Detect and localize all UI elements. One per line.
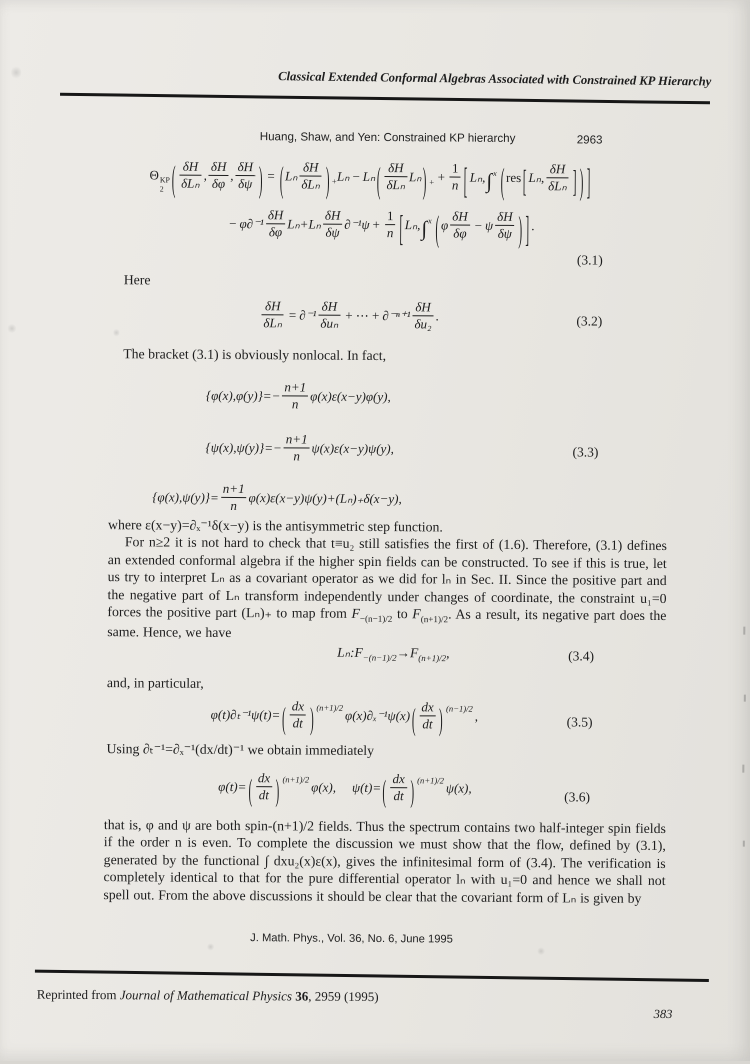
fraction-dH-dphi: $\frac{\delta H}{\delta\varphi}$ [209,160,229,191]
scan-smudge [113,328,119,337]
comma: , [204,168,207,183]
equation-3-3-line1 [206,380,391,412]
integral-limit-x: x [493,168,497,177]
article-header: Huang, Shaw, and Yen: Constrained KP hierarchy [260,130,516,145]
eq-label-3-2: (3.2) [576,313,602,329]
fraction-dx-dt: $\frac{dx}{dt}$ [290,699,306,730]
phi-eps-psi-delta: φ(x)ε(x−y)ψ(y)+(Lₙ)₊δ(x−y), [249,490,402,506]
fraction-dx-dt: $\frac{dx}{dt}$ [419,700,435,731]
equation-3-4 [337,646,449,663]
text-bracket-nonlocal: The bracket (3.1) is obviously nonlocal. In fact, [123,345,386,364]
exponent-nm1-2: (n−1)/2 [446,703,473,713]
big-rparen: ) [580,163,584,199]
comma: , [482,170,485,185]
L-n: Lₙ [529,170,542,185]
comma: , [230,168,233,183]
integral-limit-x: x [428,216,432,225]
scan-smudge [7,323,16,333]
integral-sign: ∫ [486,170,492,193]
phi-dinvx-psi: φ(x)∂ₓ⁻¹ψ(x) [345,708,410,723]
plus-subscript: + [429,177,435,187]
integral-sign: ∫ [421,217,427,240]
equation-3-3-line2 [205,432,394,464]
exponent-np1-2: (n+1)/2 [417,775,444,785]
plus-subscript: + [331,176,337,186]
theta-sup: KP [160,177,170,186]
eq-label-3-5: (3.5) [567,714,593,730]
Ln-maps-F: Lₙ:F [337,645,363,660]
big-lparen: ( [435,210,439,246]
L-n: Lₙ [470,170,483,185]
minus-sign: − [352,169,359,184]
F-space: F [412,606,421,621]
big-rparen: ) [423,161,427,197]
phi-eps-phi: φ(x)ε(x−y)φ(y), [310,389,391,405]
big-lparen: ( [172,160,176,196]
scan-smudge [537,947,545,955]
big-rparen: ) [439,703,443,734]
reprint-journal-name: Journal of Mathematical Physics [120,987,296,1003]
equation-3-1-line2 [226,208,535,241]
d-inverse-n-plus-1: ∂⁻ⁿ⁺¹ [382,308,410,323]
big-rbracket: ] [526,210,530,246]
L-n: Lₙ [363,169,376,184]
text-here: Here [124,271,151,289]
reprint-line: Reprinted from Journal of Mathematical Physics 36, 2959 (1995) [37,987,379,1005]
fraction-dx-dt: $\frac{dx}{dt}$ [390,772,406,803]
eq-label-3-6: (3.6) [564,789,590,805]
plus-sign: + [373,217,380,232]
header-rule [60,93,710,104]
scan-edge-mark [742,765,744,773]
footer-rule [35,970,709,982]
fraction-dH-du2: $\frac{\delta H}{\text{δu₂}}$ [412,300,433,331]
plus-sign: + [438,169,445,184]
poisson-psi-psi: {ψ(x),ψ(y)}=− [206,440,282,456]
residue-operator: res [506,170,521,185]
scan-edge-mark [743,841,745,847]
paragraph-for-n: For n≥2 it is not hard to check that t≡u₂ still satisfies the first of (1.6). Therefore, (3.1) defines an extended conformal algebra if the higher spin fields can be constructed. To see if this is true, let us try to interpret Lₙ as a covariant operator as we did for lₙ in Sec. II. Since the positive part and the negative part of Lₙ transform independently under changes of coordinate, the constraint u₁=0 forces the positive part (Lₙ)₊ to map from $F_{-(n-1)/2}$ to $F_{(n+1)/2}$. As a result, its negative part does the same. Hence, we have [107,534,667,645]
F-space-sub2: (n+1)/2 [421,614,448,624]
period: . [531,218,534,233]
minus-sign: − [229,216,236,231]
scan-smudge [207,943,214,951]
theta-supsub [160,177,170,194]
fraction-dH-dLn: δH δLₙ [384,161,407,192]
fraction-dH-dLn: δH δLₙ [299,160,322,191]
equation-3-1-line1 [149,159,593,197]
arrow-F: →F [397,645,419,660]
big-lparen: ( [412,703,416,734]
running-head: Classical Extended Conformal Algebras Associated with Constrained KP Hierarchy [278,69,711,89]
equation-3-3-line3 [152,481,402,514]
big-lparen: ( [248,774,252,805]
poisson-phi-psi: {φ(x),ψ(y)}= [152,489,219,504]
equation-3-2 [259,299,439,331]
Ln-plus-Ln: Lₙ+Lₙ [287,216,321,231]
phi-x: φ(x), [311,780,336,795]
big-lparen: ( [500,162,504,198]
big-lparen: ( [377,161,381,197]
big-lbracket: [ [399,209,403,245]
scan-edge-mark [743,627,745,635]
F-space: F [351,606,360,621]
L-n: Lₙ [405,217,418,232]
big-rparen: ) [276,774,280,805]
exponent-np1-2: (n+1)/2 [316,703,343,713]
phi-dinv-psi-equals: φ(t)∂ₜ⁻¹ψ(t)= [211,707,281,722]
scan-smudge [11,65,21,79]
reprint-volume: 36 [295,988,308,1003]
fraction-1-n: $\frac{1}{n}$ [450,162,461,193]
psi-t-equals: ψ(t)= [352,780,381,795]
fraction-dx-dt: $\frac{dx}{dt}$ [256,771,272,802]
d-inverse-psi: ∂⁻¹ψ [344,217,369,232]
F-space-sub1: −(n−1)/2 [360,614,393,624]
paragraph-block [107,516,667,644]
text-and-in-particular: and, in particular, [107,674,204,692]
poisson-phi-phi: {φ(x),φ(y)}=− [206,388,281,404]
equals-sign: = [289,307,296,322]
fraction-dH-dpsi: $\frac{\delta H}{\delta\psi}$ [323,209,343,240]
journal-footer: J. Math. Phys., Vol. 36, No. 6, June 1995 [250,932,453,945]
equation-3-6 [218,771,472,804]
fraction-dH-dLn: δH δLₙ [179,160,202,191]
L-n: Lₙ [285,168,298,183]
eq-label-3-1: (3.1) [577,252,603,268]
d-inverse: ∂⁻¹ [299,307,316,322]
big-lbracket: [ [523,165,527,196]
big-rbracket: ] [587,163,591,199]
text-using-line: Using ∂ₜ⁻¹=∂ₓ⁻¹(dx/dt)⁻¹ we obtain immediately [106,740,374,759]
theta-symbol: Θ [149,167,158,182]
big-lparen: ( [383,775,387,806]
center-dots: + ⋯ + [345,308,379,323]
F-sub-plus: (n+1)/2 [418,653,446,663]
fraction-dH-dphi: $\frac{\delta H}{\delta\varphi}$ [450,210,470,241]
where-line: where ε(x−y)=∂ₓ⁻¹δ(x−y) is the antisymmetric step function. [108,516,667,537]
equation-3-5 [211,699,479,732]
psi-x: ψ(x), [446,780,472,795]
fraction-dH-dphi: $\frac{\delta H}{\delta\varphi}$ [266,208,286,239]
F-sub-minus: −(n−1)/2 [363,653,397,663]
fraction-1-n: $\frac{1}{n}$ [385,209,396,240]
comma: , [475,709,478,724]
psi: ψ [485,218,493,233]
big-rparen: ) [259,160,263,196]
equals-sign: = [267,168,274,183]
period: . [436,308,439,323]
fraction-np1-n: $\frac{n+1}{n}$ [221,482,247,513]
fraction-dH-dun: δH δuₙ [318,300,340,331]
comma: , [417,217,420,232]
scan-edge-mark [744,695,746,702]
phi-t-equals: φ(t)= [218,779,246,794]
fraction-np1-n: $\frac{n+1}{n}$ [282,380,308,411]
page-number: 2963 [577,133,603,146]
exponent-np1-2: (n+1)/2 [282,774,309,784]
big-lparen: ( [279,160,283,196]
phi-d-inverse: φ∂⁻¹ [239,216,263,231]
paragraph-that-is: that is, φ and ψ are both spin-(n+1)/2 fields. Thus the spectrum contains two half-integer spin fields if the order n is even. To complete the discussion we must show that the flow, defined by (3.1), generated by the functional ∫ dxu₂(x)ε(x), gives the infinitesimal form of (3.4). The verification is completely identical to that for the pure differential operator lₙ with u₁=0 and hence we shall not spell out. From the above discussions it should be clear that the covariant form of Lₙ is given by [103,816,666,907]
L-n: Lₙ [337,169,350,184]
comma: , [541,170,544,185]
fraction-dH-dpsi: $\frac{\delta H}{\delta\psi}$ [495,210,515,241]
comma: , [446,645,449,660]
minus-sign: − [475,218,482,233]
eq-label-3-3: (3.3) [572,444,598,460]
fraction-dH-dLn: δH δLₙ [546,162,569,193]
theta-sub: 2 [160,186,164,195]
big-lbracket: [ [464,162,468,198]
L-n: Lₙ [409,169,422,184]
big-rparen: ) [410,775,414,806]
big-rparen: ) [326,161,330,197]
big-lparen: ( [282,702,286,733]
fraction-dH-dLn: δH δLₙ [261,299,284,330]
big-rparen: ) [518,210,522,246]
folio-number: 383 [654,1007,673,1022]
fraction-dH-dpsi: $\frac{\delta H}{\delta\psi}$ [235,160,255,191]
psi-eps-psi: ψ(x)ε(x−y)ψ(y), [312,441,394,457]
big-rbracket: ] [572,165,576,196]
big-rparen: ) [310,702,314,733]
phi: φ [441,217,448,232]
fraction-np1-n: $\frac{n+1}{n}$ [284,432,310,463]
eq-label-3-4: (3.4) [568,648,594,664]
